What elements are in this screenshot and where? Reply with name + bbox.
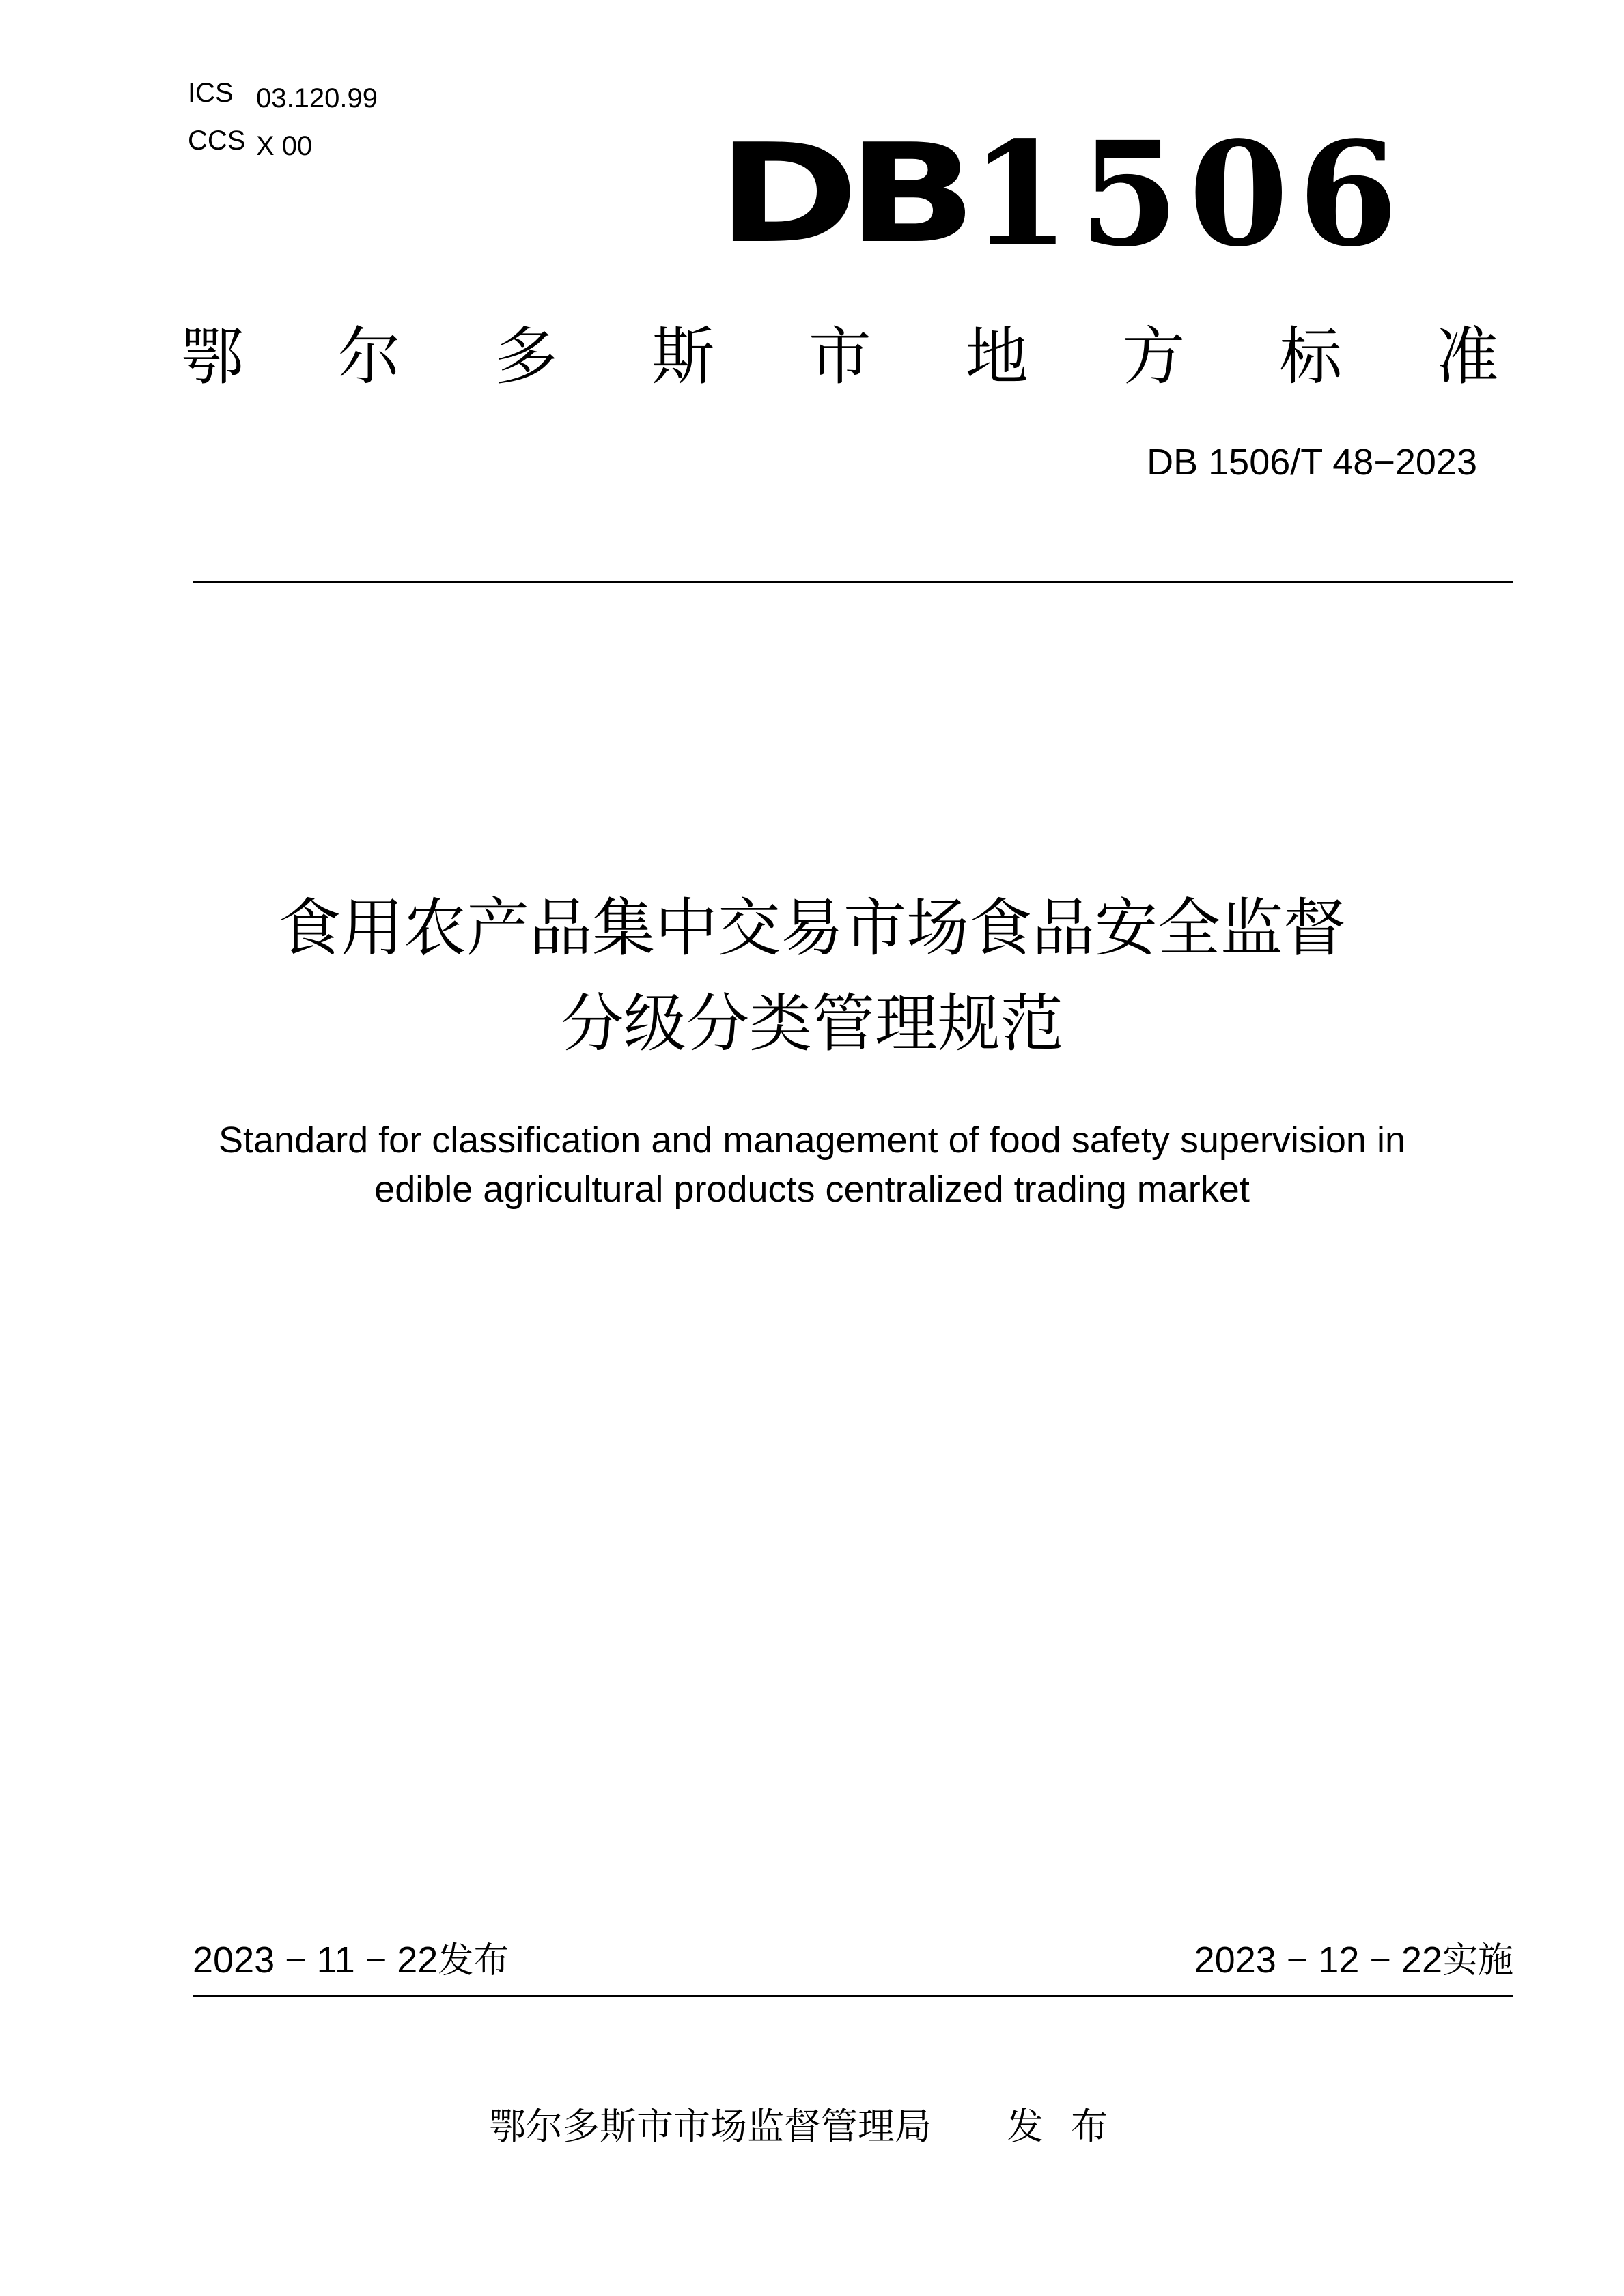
standard-type-heading [181,320,1499,395]
issue-date [193,1938,509,1983]
standard-number: DB 1506/T 48−2023 [1147,442,1477,483]
standard-type-char: 多 [494,320,558,393]
standard-type-char: 鄂 [181,320,244,393]
standard-type-char: 方 [1122,320,1186,393]
publisher-action: 发布 [1007,2105,1135,2148]
issue-date-label: 发布 [438,1940,509,1981]
title-en-line-1: Standard for classification and management of food safety supervision in [219,1120,1405,1161]
implement-date-label: 实施 [1442,1940,1513,1981]
ics-label: ICS [188,78,234,108]
publisher-name: 鄂尔多斯市市场监督管理局 [489,2105,932,2148]
ccs-value: X 00 [256,131,313,161]
standard-type-char: 准 [1436,320,1499,393]
ccs-label: CCS [188,126,246,156]
logo-number: 1506 [970,110,1408,279]
bottom-divider [193,1995,1513,1997]
standard-type-char: 斯 [652,320,715,393]
publisher-line [0,2103,1624,2151]
logo-prefix: DB [717,115,966,274]
implement-date [1194,1938,1513,1983]
standard-type-char: 地 [965,320,1028,393]
top-divider [193,581,1513,583]
standard-type-char: 标 [1279,320,1343,393]
title-zh-line-2: 分级分类管理规范 [560,987,1063,1060]
standard-type-char: 尔 [337,320,401,393]
db-logo [717,110,1408,279]
title-en-line-2: edible agricultural products centralized trading market [374,1169,1250,1210]
implement-date-value: 2023 − 12 − 22 [1194,1940,1442,1981]
title-zh-line-1: 食用农产品集中交易市场食品安全监督 [277,892,1346,965]
issue-date-value: 2023 − 11 − 22 [193,1940,438,1981]
standard-type-char: 市 [808,320,871,393]
ics-value: 03.120.99 [256,83,378,113]
